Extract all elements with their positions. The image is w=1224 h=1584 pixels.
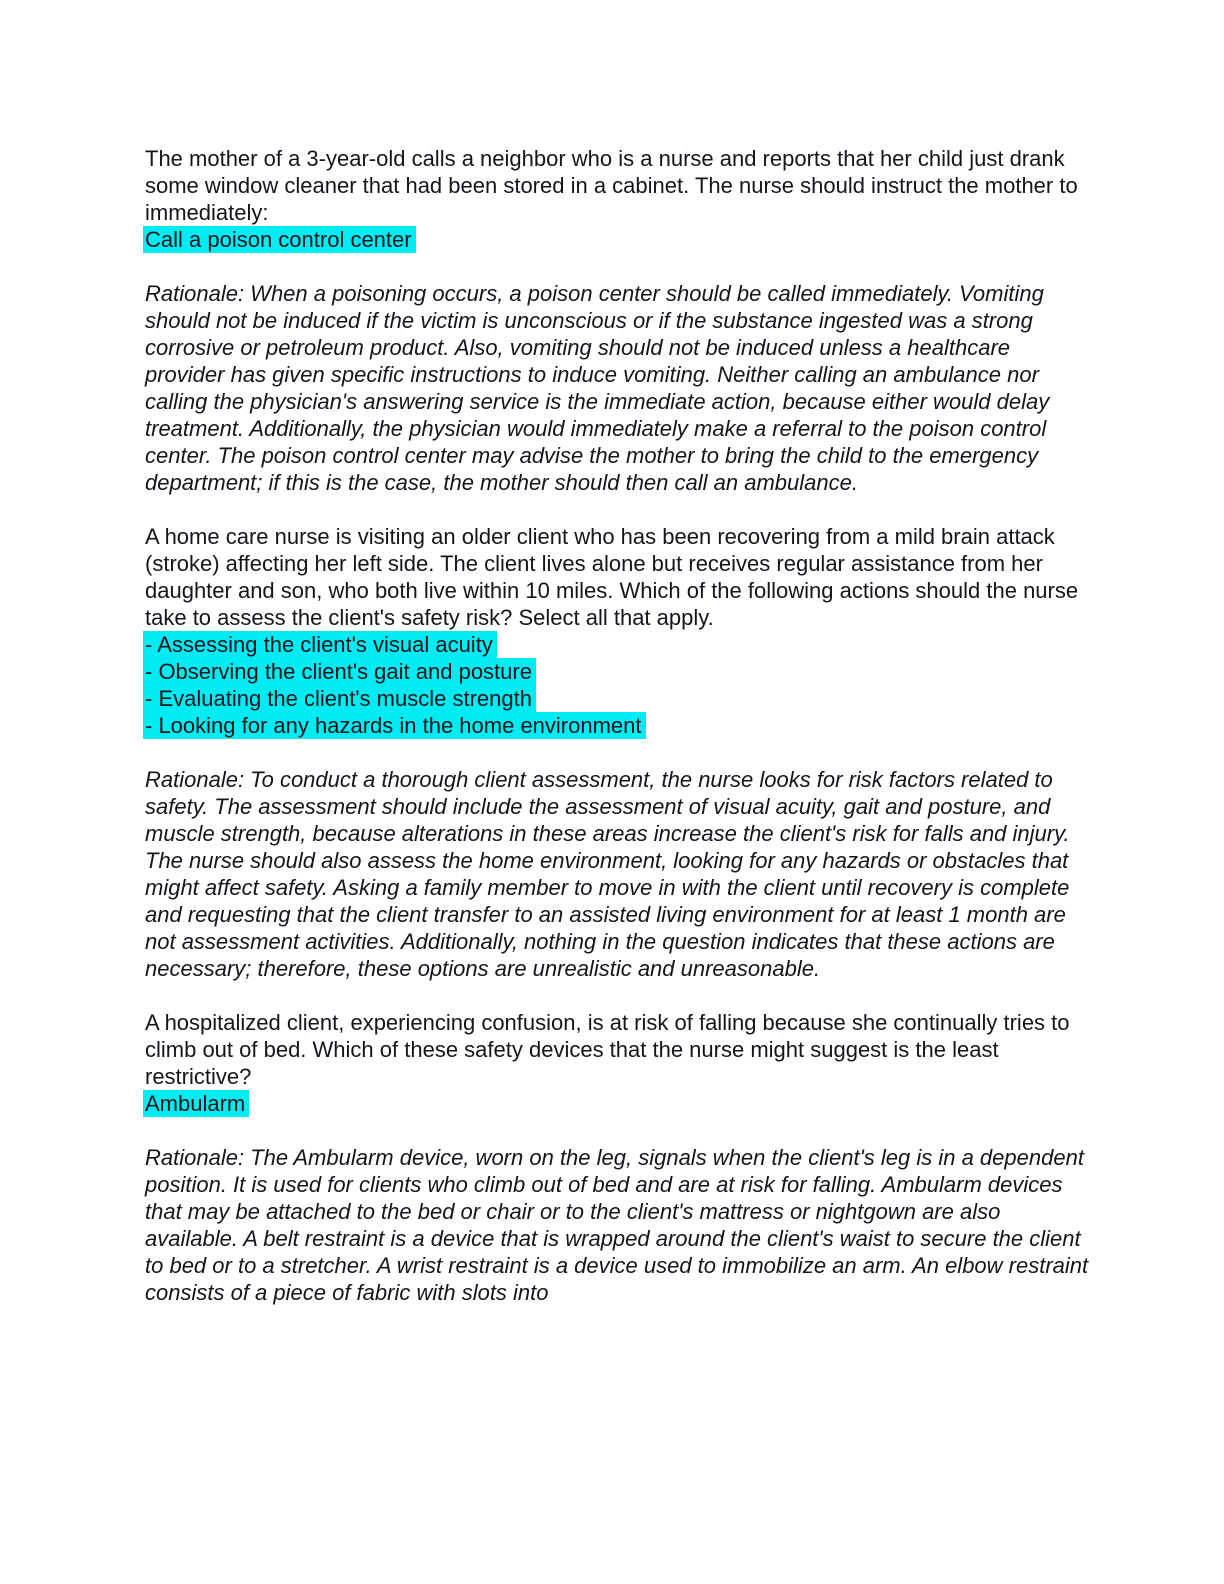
answer-2-option-2-highlight: - Observing the client's gait and posture bbox=[143, 658, 536, 685]
document-body bbox=[145, 145, 1089, 1306]
answer-2-option-2-line bbox=[145, 658, 1089, 685]
rationale-3-text: Rationale: The Ambularm device, worn on the leg, signals when the client's leg is in a dependent position. It is used for clients who climb out of bed and are at risk for falling. Ambularm devices that may be attached to the bed or chair or to the client's mattress or nightgown are also available. A belt restraint is a device that is wrapped around the client's waist to secure the client to bed or to a stretcher. A wrist restraint is a device used to immobilize an arm. An elbow restraint consists of a piece of fabric with slots into bbox=[145, 1145, 1089, 1305]
answer-3-line bbox=[145, 1090, 1089, 1117]
answer-2-option-3-line bbox=[145, 685, 1089, 712]
rationale-1-text: Rationale: When a poisoning occurs, a poison center should be called immediately. Vomiting should not be induced if the victim is unconscious or if the substance ingested was a strong corrosive or petroleum product. Also, vomiting should not be induced unless a healthcare provider has given specific instructions to induce vomiting. Neither calling an ambulance nor calling the physician's answering service is the immediate action, because either would delay treatment. Additionally, the physician would immediately make a referral to the poison control center. The poison control center may advise the mother to bring the child to the emergency department; if this is the case, the mother should then call an ambulance. bbox=[145, 281, 1050, 495]
answer-3-highlight: Ambularm bbox=[143, 1090, 249, 1117]
answer-1-highlight: Call a poison control center bbox=[143, 226, 416, 253]
answer-2-option-3-highlight: - Evaluating the client's muscle strength bbox=[143, 685, 536, 712]
rationale-2-text: Rationale: To conduct a thorough client assessment, the nurse looks for risk factors related to safety. The assessment should include the assessment of visual acuity, gait and posture, and muscle strength, because alterations in these areas increase the client's risk for falls and injury. The nurse should also assess the home environment, looking for any hazards or obstacles that might affect safety. Asking a family member to move in with the client until recovery is complete and requesting that the client transfer to an assisted living environment for at least 1 month are not assessment activities. Additionally, nothing in the question indicates that these actions are necessary; therefore, these options are unrealistic and unreasonable. bbox=[145, 767, 1070, 981]
answer-1-line bbox=[145, 226, 1089, 253]
question-2-text: A home care nurse is visiting an older client who has been recovering from a mild brain attack (stroke) affecting her left side. The client lives alone but receives regular assistance from her daughter and son, who both live within 10 miles. Which of the following actions should the nurse take to assess the client's safety risk? Select all that apply. bbox=[145, 524, 1079, 630]
answer-2-option-1-line bbox=[145, 631, 1089, 658]
answer-2-option-4-line bbox=[145, 712, 1089, 739]
answer-2-option-4-highlight: - Looking for any hazards in the home environment bbox=[143, 712, 646, 739]
question-3-text: A hospitalized client, experiencing confusion, is at risk of falling because she continually tries to climb out of bed. Which of these safety devices that the nurse might suggest is the least restrictive? bbox=[145, 1010, 1070, 1089]
answer-2-option-1-highlight: - Assessing the client's visual acuity bbox=[143, 631, 497, 658]
question-1-text: The mother of a 3-year-old calls a neighbor who is a nurse and reports that her child just drank some window cleaner that had been stored in a cabinet. The nurse should instruct the mother to immediately: bbox=[145, 146, 1078, 225]
